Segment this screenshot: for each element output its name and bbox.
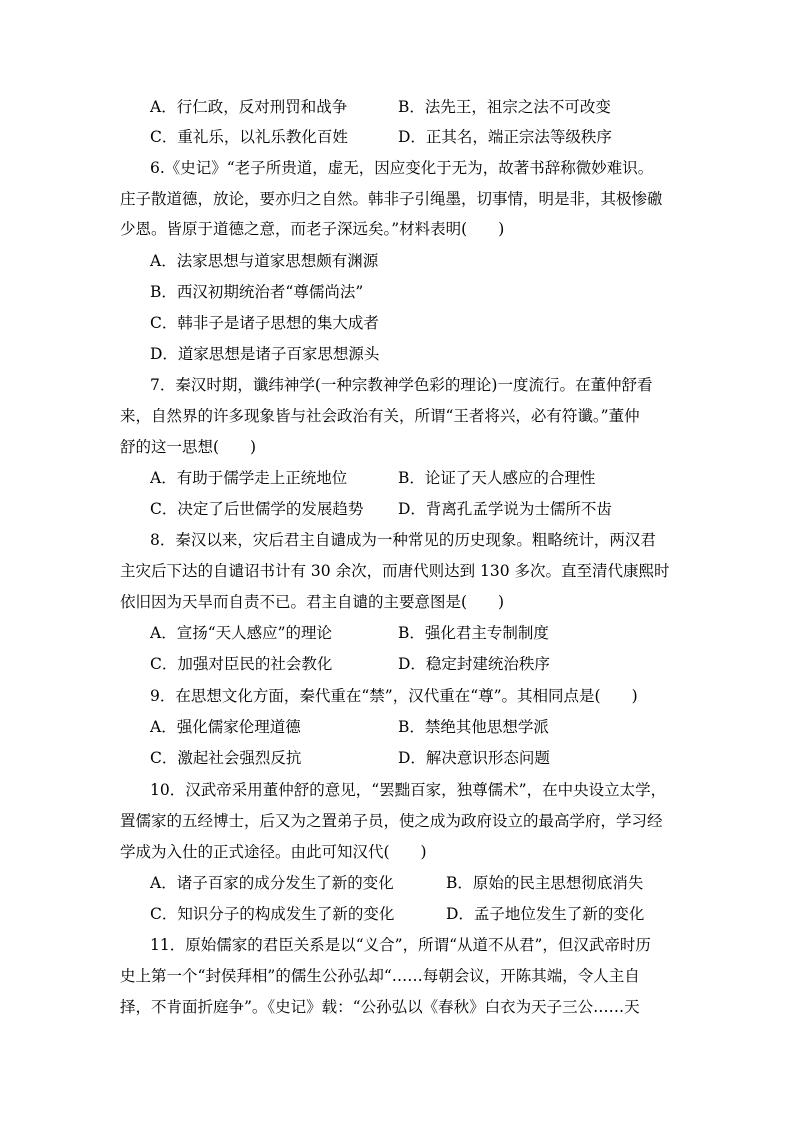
q8-option-b[interactable]: B．强化君主专制制度 — [398, 624, 549, 642]
q10-stem-line-3: 学成为入仕的正式途径。由此可知汉代( ) — [120, 843, 427, 861]
q7-option-b[interactable]: B．论证了天人感应的合理性 — [398, 469, 596, 487]
q6-option-b[interactable]: B．西汉初期统治者“尊儒尚法” — [150, 283, 364, 301]
q8-stem-line-1: 8．秦汉以来，灾后君主自谴成为一种常见的历史现象。粗略统计，两汉君 — [150, 531, 656, 549]
q6-option-c[interactable]: C．韩非子是诸子思想的集大成者 — [150, 314, 379, 332]
q6-stem-line-1: 6.《史记》“老子所贵道，虚无，因应变化于无为，故著书辞称微妙难识。 — [150, 159, 654, 177]
q9-option-a[interactable]: A．强化儒家伦理道德 — [150, 718, 301, 736]
q8-stem-line-2: 主灾后下达的自谴诏书计有 30 余次，而唐代则达到 130 多次。直至清代康熙时 — [120, 562, 670, 580]
q7-option-d[interactable]: D．背离孔孟学说为士儒所不齿 — [398, 500, 612, 518]
q10-option-b[interactable]: B．原始的民主思想彻底消失 — [446, 874, 644, 892]
q9-option-b[interactable]: B．禁绝其他思想学派 — [398, 718, 549, 736]
q6-stem-line-3: 少恩。皆原于道德之意，而老子深远矣。”材料表明( ) — [120, 220, 505, 238]
q8-stem-line-3: 依旧因为天旱而自责不已。君主自谴的主要意图是( ) — [120, 593, 505, 611]
q8-option-c[interactable]: C．加强对臣民的社会教化 — [150, 655, 333, 673]
q6-option-d[interactable]: D．道家思想是诸子百家思想源头 — [150, 345, 380, 363]
q9-stem-line-1: 9．在思想文化方面，秦代重在“禁”，汉代重在“尊”。其相同点是( ) — [150, 687, 638, 705]
q8-option-a[interactable]: A．宣扬“天人感应”的理论 — [150, 624, 333, 642]
q11-stem-line-3: 择，不肯面折庭争”。《史记》载：“公孙弘以《春秋》白衣为天子三公……天 — [120, 998, 640, 1016]
q5-option-c[interactable]: C．重礼乐，以礼乐教化百姓 — [150, 128, 348, 146]
q5-option-b[interactable]: B．法先王，祖宗之法不可改变 — [398, 98, 611, 116]
q5-option-a[interactable]: A．行仁政，反对刑罚和战争 — [150, 98, 348, 116]
q10-option-c[interactable]: C．知识分子的构成发生了新的变化 — [150, 905, 395, 923]
q10-stem-line-1: 10．汉武帝采用董仲舒的意见，“罢黜百家，独尊儒术”，在中央设立太学， — [150, 781, 667, 799]
q7-option-a[interactable]: A．有助于儒学走上正统地位 — [150, 469, 348, 487]
q10-option-d[interactable]: D．孟子地位发生了新的变化 — [446, 905, 645, 923]
q9-option-d[interactable]: D．解决意识形态问题 — [398, 749, 550, 767]
q7-stem-line-3: 舒的这一思想( ) — [120, 438, 257, 456]
q5-option-d[interactable]: D．正其名，端正宗法等级秩序 — [398, 128, 612, 146]
q11-stem-line-1: 11．原始儒家的君臣关系是以“义合”，所谓“从道不从君”，但汉武帝时历 — [150, 936, 651, 954]
q6-option-a[interactable]: A．法家思想与道家思想颇有渊源 — [150, 252, 379, 270]
q8-option-d[interactable]: D．稳定封建统治秩序 — [398, 655, 550, 673]
q10-option-a[interactable]: A．诸子百家的成分发生了新的变化 — [150, 874, 394, 892]
q7-stem-line-1: 7．秦汉时期，谶纬神学(一种宗教神学色彩的理论)一度流行。在董仲舒看 — [150, 376, 653, 394]
q10-stem-line-2: 置儒家的五经博士，后又为之置弟子员，使之成为政府设立的最高学府，学习经 — [120, 812, 663, 830]
q9-option-c[interactable]: C．激起社会强烈反抗 — [150, 749, 302, 767]
q6-stem-line-2: 庄子散道德，放论，要亦归之自然。韩非子引绳墨，切事情，明是非，其极惨礉 — [120, 190, 663, 208]
q11-stem-line-2: 史上第一个“封侯拜相”的儒生公孙弘却“……每朝会议，开陈其端，令人主自 — [120, 967, 640, 985]
q7-stem-line-2: 来，自然界的许多现象皆与社会政治有关，所谓“王者将兴，必有符谶。”董仲 — [120, 407, 640, 425]
q7-option-c[interactable]: C．决定了后世儒学的发展趋势 — [150, 500, 364, 518]
